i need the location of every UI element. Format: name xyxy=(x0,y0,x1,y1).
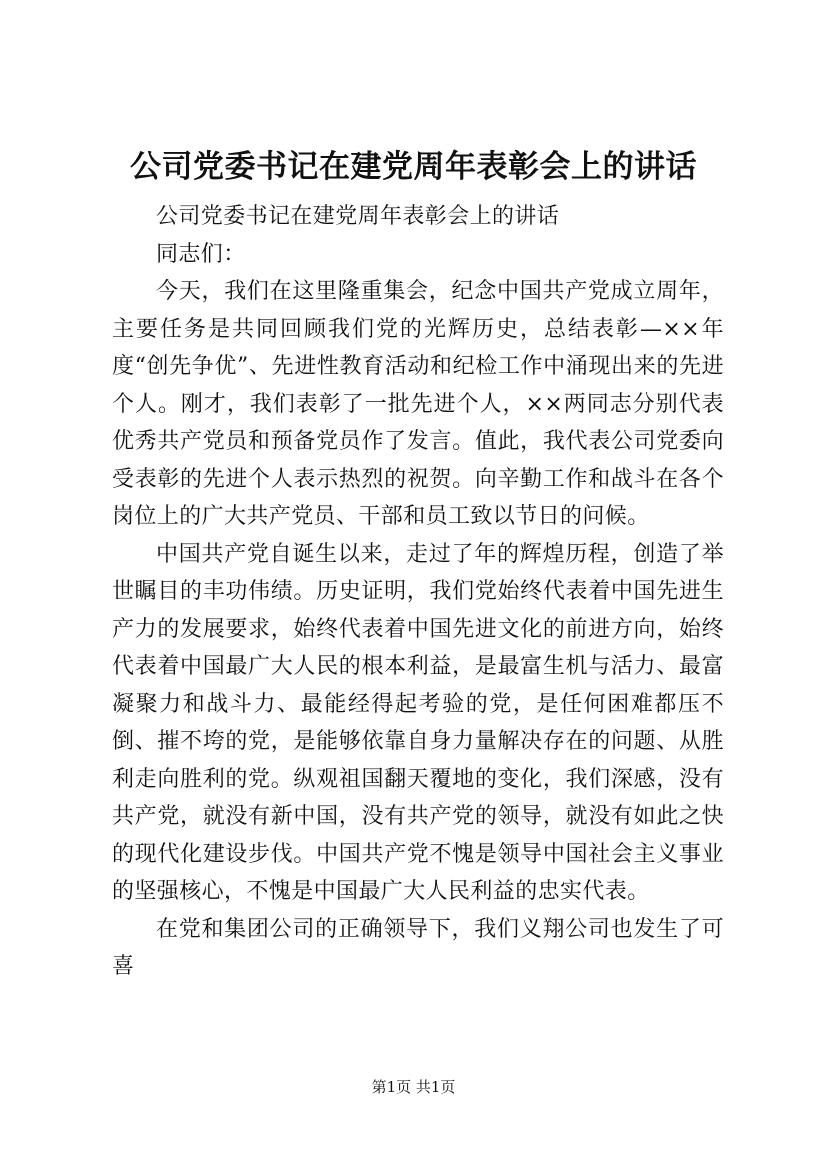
paragraph-opening: 今天，我们在这里隆重集会，纪念中国共产党成立周年，主要任务是共同回顾我们党的光辉历史，总结表彰—××年度“创先争优”、先进性教育活动和纪检工作中涌现出来的先进个人。刚才，我们表彰了一批先进个人，××两同志分别代表优秀共产党员和预备党员作了发言。值此，我代表公司党委向受表彰的先进个人表示热烈的祝贺。向辛勤工作和战斗在各个岗位上的广大共产党员、干部和员工致以节日的问候。 xyxy=(112,279,724,529)
paragraph-company: 在党和集团公司的正确领导下，我们义翔公司也发生了可喜 xyxy=(112,916,724,979)
page-number-footer: 第1页 共1页 xyxy=(371,1078,456,1096)
paragraph-salutation: 同志们： xyxy=(156,241,246,267)
paragraph-history: 中国共产党自诞生以来，走过了年的辉煌历程，创造了举世瞩目的丰功伟绩。历史证明，我们党始终代表着中国先进生产力的发展要求，始终代表着中国先进文化的前进方向，始终代表着中国最广大人民的根本利益，是最富生机与活力、最富凝聚力和战斗力、最能经得起考验的党，是任何困难都压不倒、摧不垮的党，是能够依靠自身力量解决存在的问题、从胜利走向胜利的党。纵观祖国翻天覆地的变化，我们深感，没有共产党，就没有新中国，没有共产党的领导，就没有如此之快的现代化建设步伐。中国共产党不愧是领导中国社会主义事业的坚强核心，不愧是中国最广大人民利益的忠实代表。 xyxy=(112,541,724,904)
document-title: 公司党委书记在建党周年表彰会上的讲话 xyxy=(130,149,697,185)
document-body xyxy=(112,198,724,986)
paragraph-subtitle: 公司党委书记在建党周年表彰会上的讲话 xyxy=(156,204,560,229)
